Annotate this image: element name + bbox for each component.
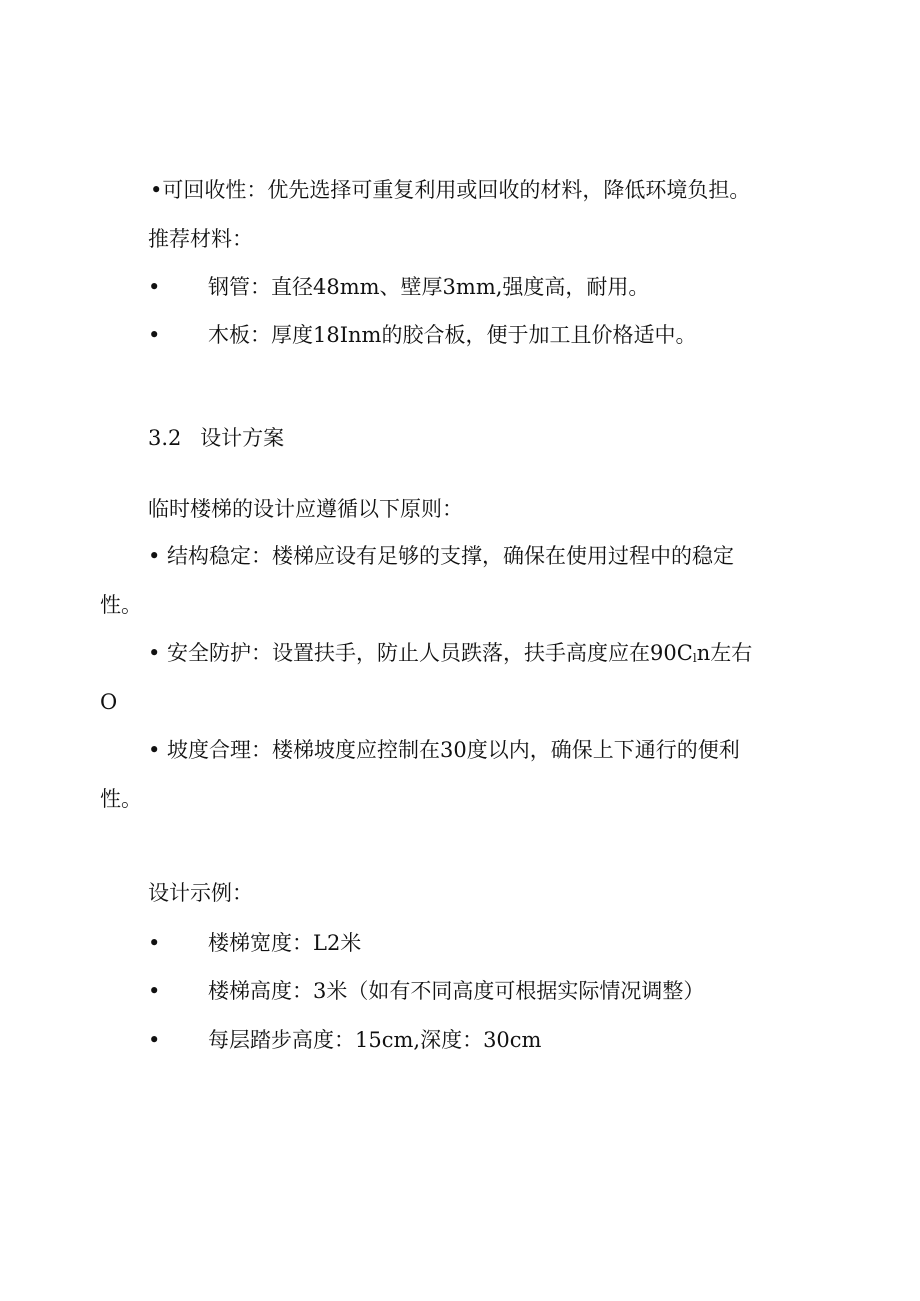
section-number: 3.2: [148, 426, 182, 450]
principle-structure-line1: • 结构稳定：楼梯应设有足够的支撑，确保在使用过程中的稳定: [148, 544, 735, 568]
principle-structure-line2: 性。: [100, 593, 142, 617]
recyclability-item: •可回收性：优先选择可重复利用或回收的材料，降低环境负担。: [150, 178, 751, 202]
bullet-icon: •: [148, 979, 161, 1003]
bullet-icon: •: [148, 1028, 161, 1052]
section-heading: [148, 424, 284, 452]
material-plywood: 木板：厚度18Inm的胶合板，便于加工且价格适中。: [208, 323, 697, 347]
principle-slope-line2: 性。: [100, 787, 142, 811]
section-title: 设计方案: [200, 426, 285, 450]
principle-safety-line1: • 安全防护：设置扶手，防止人员跌落，扶手高度应在$90C_ln$左右: [148, 641, 753, 665]
bullet-icon: •: [148, 275, 161, 299]
example-stair-width: 楼梯宽度：L2米: [208, 931, 362, 955]
bullet-icon: •: [148, 931, 161, 955]
design-example-heading: 设计示例：: [148, 881, 253, 905]
principle-slope-line1: • 坡度合理：楼梯坡度应控制在30度以内，确保上下通行的便利: [148, 738, 740, 762]
principles-intro: 临时楼梯的设计应遵循以下原则：: [148, 497, 463, 521]
principle-safety-line2: O: [100, 690, 118, 714]
recommended-materials-heading: 推荐材料：: [148, 227, 253, 251]
example-stair-height: 楼梯高度：3米（如有不同高度可根据实际情况调整）: [208, 979, 705, 1003]
material-steel-pipe: 钢管：直径48mm、壁厚3mm,强度高，耐用。: [208, 275, 650, 299]
example-step-dimensions: 每层踏步高度：15cm,深度：30cm: [208, 1028, 542, 1052]
bullet-icon: •: [148, 323, 161, 347]
